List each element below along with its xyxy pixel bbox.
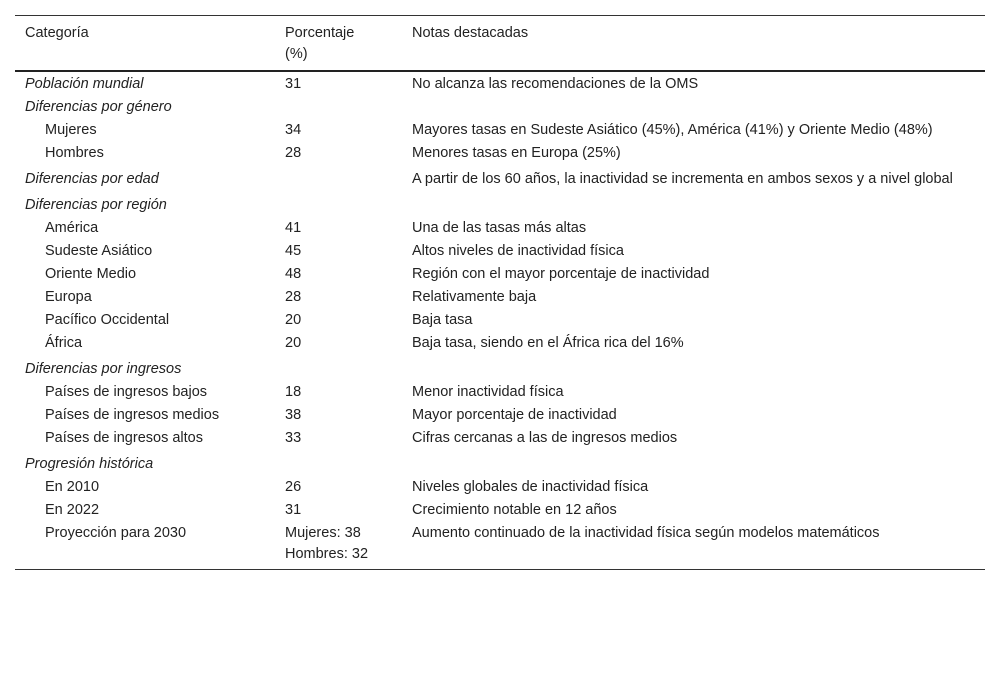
row-percentage: 28	[285, 145, 302, 161]
table-group-row	[15, 96, 985, 119]
table-row	[15, 332, 985, 358]
table-group-row	[15, 194, 985, 217]
row-note: Aumento continuado de la inactividad física según modelos matemáticos	[402, 522, 985, 570]
group-heading: Diferencias por ingresos	[25, 361, 182, 377]
row-note: Menores tasas en Europa (25%)	[412, 145, 621, 161]
row-percentage: 48	[285, 266, 302, 282]
row-note: A partir de los 60 años, la inactividad se incrementa en ambos sexos y a nivel global	[412, 171, 953, 187]
header-porcentaje-line2: (%)	[285, 46, 308, 62]
row-category: Población mundial	[25, 76, 144, 92]
header-notas: Notas destacadas	[402, 16, 985, 72]
row-note: Una de las tasas más altas	[412, 220, 587, 236]
row-category: En 2022	[45, 502, 100, 518]
row-category: Oriente Medio	[45, 266, 137, 282]
table-row	[15, 217, 985, 240]
row-note: Altos niveles de inactividad física	[412, 243, 624, 259]
row-percentage: 18	[285, 384, 302, 400]
row-note: Cifras cercanas a las de ingresos medios	[412, 430, 678, 446]
table-group-row	[15, 453, 985, 476]
row-percentage: 20	[285, 335, 302, 351]
row-note: Mayor porcentaje de inactividad	[412, 407, 617, 423]
row-percentage: 31	[285, 502, 302, 518]
group-heading: Diferencias por región	[25, 197, 167, 213]
row-note: Baja tasa	[412, 312, 473, 328]
row-category: África	[45, 335, 83, 351]
row-note: Crecimiento notable en 12 años	[412, 502, 617, 518]
row-note: Región con el mayor porcentaje de inactividad	[412, 266, 710, 282]
row-note: Menor inactividad física	[412, 384, 564, 400]
row-percentage-men: Hombres: 32	[285, 546, 369, 562]
row-note: Baja tasa, siendo en el África rica del 16%	[412, 335, 684, 351]
table-row	[15, 404, 985, 427]
table-row	[15, 286, 985, 309]
row-percentage: 26	[285, 479, 302, 495]
row-note: No alcanza las recomendaciones de la OMS	[412, 76, 699, 92]
row-percentage: 28	[285, 289, 302, 305]
row-percentage: 34	[285, 122, 302, 138]
row-percentage: 33	[285, 430, 302, 446]
row-category: Países de ingresos altos	[45, 430, 203, 446]
row-percentage: 31	[285, 76, 302, 92]
table-row	[15, 476, 985, 499]
table-row	[15, 309, 985, 332]
row-category: Pacífico Occidental	[45, 312, 170, 328]
row-category-text: Países de ingresos medios	[45, 407, 220, 423]
row-percentage: 20	[285, 312, 302, 328]
table-row	[15, 71, 985, 96]
row-percentage	[275, 522, 402, 570]
row-note: Niveles globales de inactividad física	[412, 479, 649, 495]
data-table	[15, 15, 985, 570]
row-percentage: 45	[285, 243, 302, 259]
group-heading: Diferencias por género	[25, 99, 172, 115]
row-category: Europa	[45, 289, 92, 305]
row-category: Sudeste Asiático	[45, 243, 153, 259]
row-category: Hombres	[45, 145, 104, 161]
row-category: En 2010	[45, 479, 100, 495]
row-percentage: 38	[285, 407, 302, 423]
row-category: América	[45, 220, 99, 236]
table-row	[15, 142, 985, 168]
row-category: Proyección para 2030	[15, 522, 275, 570]
header-categoria: Categoría	[15, 16, 275, 72]
row-category	[15, 404, 275, 427]
table-row	[15, 381, 985, 404]
table-row	[15, 263, 985, 286]
row-category-text: Países de ingresos bajos	[45, 384, 208, 400]
row-category: Diferencias por edad	[25, 171, 159, 187]
row-note: Mayores tasas en Sudeste Asiático (45%), América (41%) y Oriente Medio (48%)	[412, 122, 933, 138]
table-row	[15, 499, 985, 522]
table-row	[15, 168, 985, 194]
table-row	[15, 427, 985, 453]
header-porcentaje	[275, 16, 402, 72]
table-group-row	[15, 358, 985, 381]
table-header-row	[15, 16, 985, 72]
group-heading: Progresión histórica	[25, 456, 154, 472]
row-percentage-women: Mujeres: 38	[285, 525, 361, 541]
table-row	[15, 240, 985, 263]
row-category	[15, 381, 275, 404]
table-row	[15, 119, 985, 142]
row-percentage: 41	[285, 220, 302, 236]
table-row	[15, 522, 985, 570]
header-porcentaje-line1: Porcentaje	[285, 25, 355, 41]
row-note: Relativamente baja	[412, 289, 537, 305]
row-category: Mujeres	[45, 122, 97, 138]
